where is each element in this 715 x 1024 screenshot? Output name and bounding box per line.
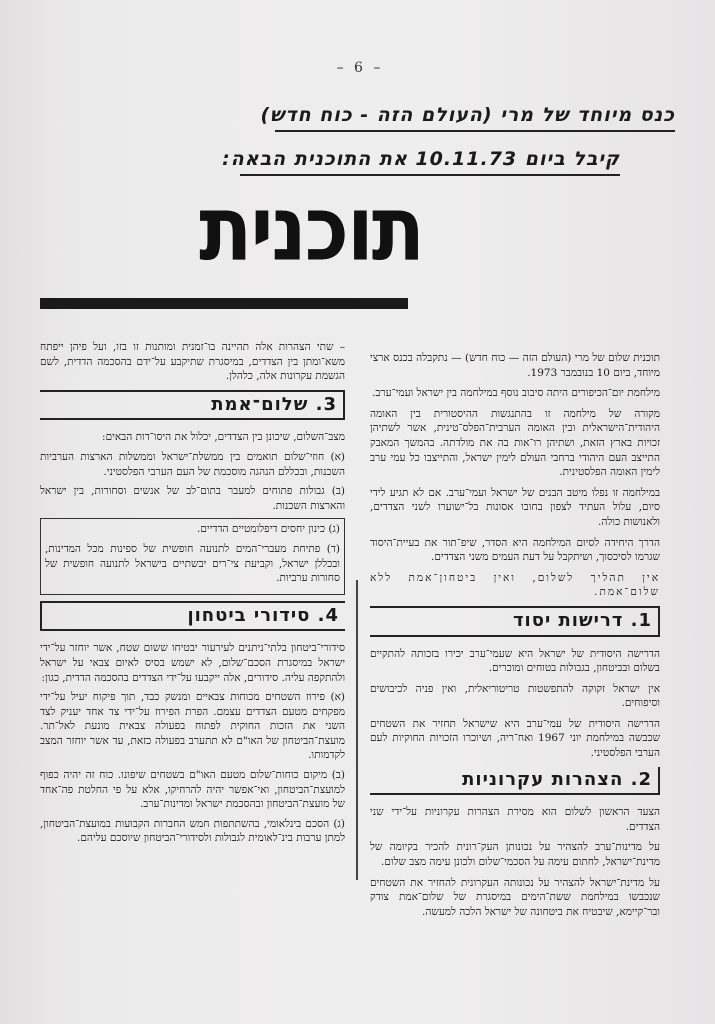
headline-adopted: קיבל ביום 10.11.73 את התוכנית הבאה: (240, 148, 620, 176)
section-3-item-g: (ג) כינון יחסים דיפלומטיים הדדיים. (197, 523, 340, 536)
section-3-p1: מצב־השלום, שיכונן בין הצדדים, יכלול את היסו־דות הבאים: (102, 431, 345, 444)
section-3-item-a: (א) חוזי־שלום תואמים בין ממשלת־ישראל וממשלות הארצות הערביות השכנות, ובכללם הנהגה מוסכמת של העם הערבי הפלסטיני. (40, 450, 345, 478)
section-4-p1: סידורי־ביטחון בלתי־ניתנים לעירעור יבטיחו ששום שטח, אשר יוחזר על־ידי ישראל במיסגרת הסכם־שלום, לא ישמש בסיס לאיום צבאי על ישראל ולהתקפה עליה. סידורים, אלה ייקבעו על־ידי הצדדים בהסכמה הדדית, כגון: (40, 642, 345, 684)
intro-paragraph: תוכנית שלום של מרי (העולם הזה — כוח חדש) — נתקבלה בכנס ארצי מיוחד, ביום 10 בנובמבר 1973. (370, 352, 660, 379)
section-1-heading: 1. דרישות יסוד (370, 606, 660, 637)
section-4-item-b: (ב) מיקום כוחות־שלום מטעם האו"ם בשטחים שיפונו. כוח זה יהיה כפוף למועצת־הביטחון, ואי־אפשר יהיה להרחיקו, אלא על פי החלטת פה־אחד של מועצת־הביטחון ובהסכמת ישראל ומדינות־ערב. (40, 769, 345, 811)
section-4-item-g: (ג) הסכם בינלאומי, בהשתתפות חמש החברות הקבועות במועצת־הביטחון, למתן ערבות בינ־לאומית לגבולות ולסידורי־הביטחון שיוסכם עליהם. (40, 817, 345, 845)
peace-slogan: אין תהליך לשלום, ואין ביטחון־אמת ללא שלום־אמת. (370, 571, 660, 599)
section-4-heading: 4. סידורי ביטחון (40, 601, 345, 632)
war-paragraph: מילחמת יום־הכיפורים היתה סיבוב נוסף במילחמה בין ישראל ועמי־ערב. (372, 387, 660, 400)
page-number: – 6 – (336, 60, 384, 76)
section-4-item-a: (א) פירוז השטחים מכוחות צבאיים ומנשק כבד, תוך פיקוח יעיל על־ידי מפקחים מטעם הצדדים עצמם. הפרת הפירוז על־ידי צד אחד יעניק לצד השני את הזכות החוקית לפתוח בפעולה צבאית מונעת לאל־תר. מועצת־הביטחון של האו"ם לא תתערב בפעולה כזאת, עד אשר יוחזר המצב לקדמותו. (40, 691, 345, 762)
section-2-p2: על מדינות־ערב להצהיר על נכונותן העק־רונית להכיר בקיומה של מדינת־ישראל, לחתום עימה על הסכמי־שלום ולכונן עימה מצב שלום. (370, 841, 660, 869)
section-3-heading: 3. שלום־אמת (40, 390, 345, 421)
headline-convention: כנס מיוחד של מרי (העולם הזה - כוח חדש) (275, 104, 675, 132)
origin-paragraph: מקורה של מילחמה זו בהתנגשות ההיסטורית בין האומה היהודית־הישראלית ובין האומה הערבית־הפלס־טינית, אשר לשתיהן זכויות בארץ הזאת, ושתיהן רו־אות בה את מולדתה. בהמשך המאבק התייצב העם היהודי ברחבי העולם לימין ישראל, והתייצבו כל עמי ערב לימין האומה הפלסטינית. (370, 407, 660, 479)
left-column (40, 340, 345, 900)
right-column (370, 351, 661, 918)
section-1-p1: הדרישה היסודית של ישראל היא שעמי־ערב יכירו בזכותה להתקיים בשלום ובביטחון, בגבולות בטוחים ומוכרים. (370, 647, 660, 675)
section-3-item-b: (ב) גבולות פתוחים למעבר בתום־לב של אנשים וסחורות, בין ישראל והארצות השכנות. (40, 485, 345, 512)
section-2-p3: על מדינת־ישראל להצהיר על נכונותה העקרונית להחזיר את השטחים שנכבשו במילחמת ששת־הימים במיסגרת של שלום־אמת צודק ובר־קיימא, שיבטיח את ביטחונה של ישראל הלכה למעשה. (370, 876, 660, 918)
losses-paragraph: במילחמה זו נפלו מיטב הבנים של ישראל ועמי־ערב. אם לא תגיע לידי סיום, עלול העתיד לצפון בחובו אסונות בל־ישוערו לשני הצדדים, ולאנושות כולה. (370, 486, 660, 528)
section-2-heading: 2. הצהרות עקרוניות (370, 767, 660, 796)
column-divider (356, 580, 358, 880)
section-2-p1: הצעד הראשון לשלום הוא מסירת הצהרות עקרוניות על־ידי שני הצדדים. (370, 806, 660, 833)
settlement-paragraph: הדרך היחידה לסיום המילחמה היא הסדר, שיפ־תור את בעיית־היסוד שגרמו לסיכסוך, ושיתקבל על דעת העמים משני הצדדים. (370, 536, 660, 564)
section-1-p3: הדרישה היסודית של עמי־ערב היא שישראל תחזיר את השטחים שכבשה במילחמת יוני 1967 ואח־ריה, ושיוכרו הזכויות החוקיות לעם הערבי הפלסטיני. (370, 717, 661, 760)
title-underline (40, 298, 408, 309)
page-title: תוכנית (199, 178, 423, 282)
declarations-paragraph: – שתי הצהרות אלה תהיינה בו־זמנית ומותנות זו בזו, ועל פיהן ייפתח משא־ומתן בין הצדדים, במיסגרת שתיקבע על־ידם בהסכמה הדדית, לשם הגשמת עקרונות אלה, כלהלן. (40, 341, 345, 383)
section-3-item-d: (ד) פתיחת מעברי־המים לתנועה חופשית של ספינות מכל המדינות, ובכללן ישראל, וקביעת צי־רים יבשתיים בישראל לתנועה חופשית של סחורות ערביות. (45, 542, 340, 585)
section-1-p2: אין ישראל זקוקה להתפשטות טריטוריאלית, ואין פניה לכיבושים וסיפוחים. (370, 682, 660, 710)
section-3-box (40, 518, 345, 594)
